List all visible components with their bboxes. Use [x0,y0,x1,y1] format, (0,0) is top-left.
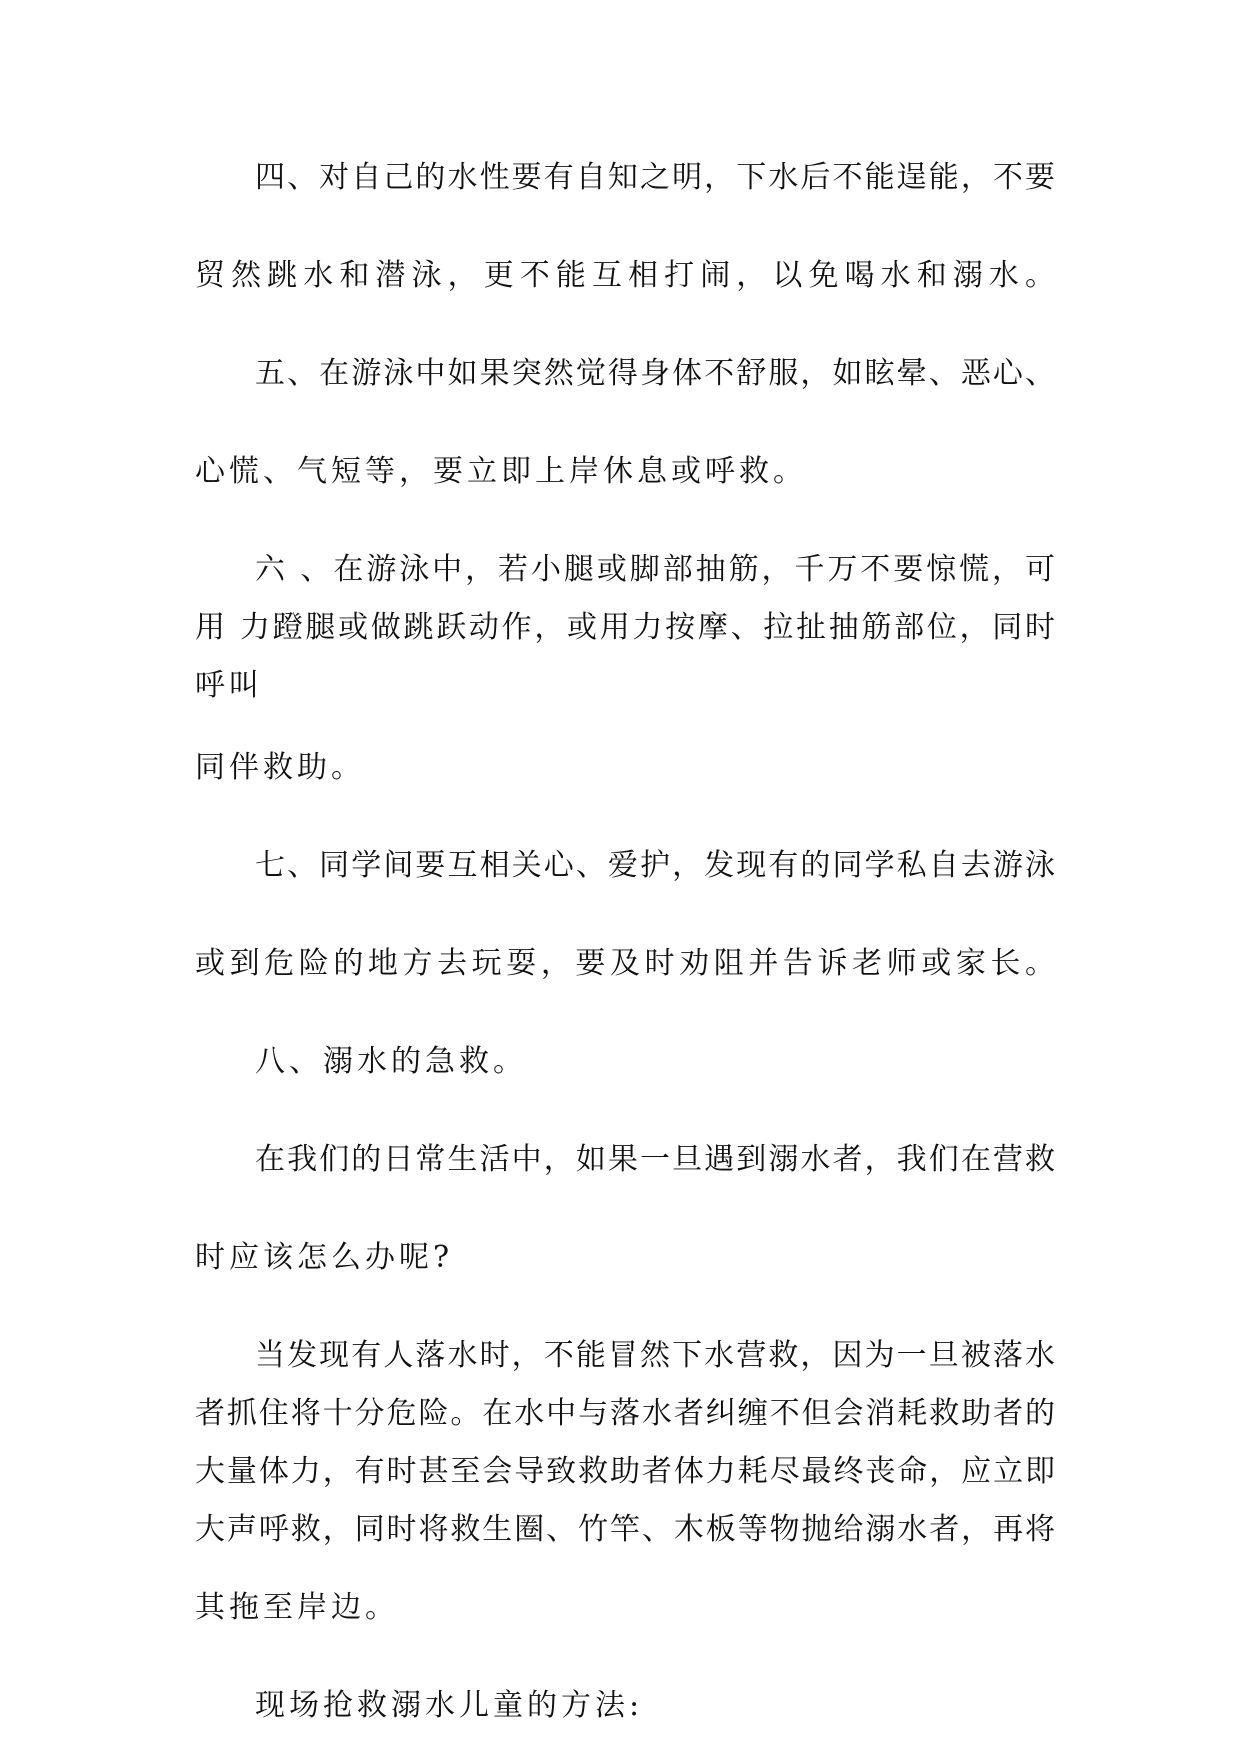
paragraph-9-line-2: 时应该怎么办呢? [195,1240,454,1275]
paragraph-5-line-2: 心慌、气短等，要立即上岸休息或呼救。 [195,454,807,489]
paragraph-10-line-4: 大声呼救，同时将救生圈、竹竿、木板等物抛给溺水者，再将 [195,1512,1055,1547]
paragraph-7-line-1: 七、同学间要互相关心、爱护，发现有的同学私自去游泳 [255,848,1055,883]
paragraph-6-line-3: 呼叫 [195,668,263,703]
paragraph-11-line-1: 现场抢救溺水儿童的方法: [255,1688,644,1723]
paragraph-10-line-5: 其拖至岸边。 [195,1590,399,1625]
paragraph-10-line-3: 大量体力，有时甚至会导致救助者体力耗尽最终丧命，应立即 [195,1454,1055,1489]
paragraph-9-line-1: 在我们的日常生活中，如果一旦遇到溺水者，我们在营救 [255,1142,1055,1177]
paragraph-7-line-2: 或到危险的地方去玩耍，要及时劝阻并告诉老师或家长。 [195,946,1055,981]
paragraph-6-line-1: 六 、在游泳中，若小腿或脚部抽筋，千万不要惊慌，可 [255,552,1055,587]
paragraph-5-line-1: 五、在游泳中如果突然觉得身体不舒服，如眩晕、恶心、 [255,356,1055,391]
paragraph-6-line-4: 同伴救助。 [195,750,365,785]
paragraph-4-line-2: 贸然跳水和潜泳，更不能互相打闹，以免喝水和溺水。 [195,258,1055,293]
paragraph-4-line-1: 四、对自己的水性要有自知之明，下水后不能逞能，不要 [255,160,1055,195]
paragraph-8-line-1: 八、溺水的急救。 [255,1044,527,1079]
paragraph-10-line-1: 当发现有人落水时，不能冒然下水营救，因为一旦被落水 [255,1338,1055,1373]
paragraph-10-line-2: 者抓住将十分危险。在水中与落水者纠缠不但会消耗救助者的 [195,1396,1055,1431]
paragraph-6-line-2: 用 力蹬腿或做跳跃动作，或用力按摩、拉扯抽筋部位，同时 [195,610,1055,645]
